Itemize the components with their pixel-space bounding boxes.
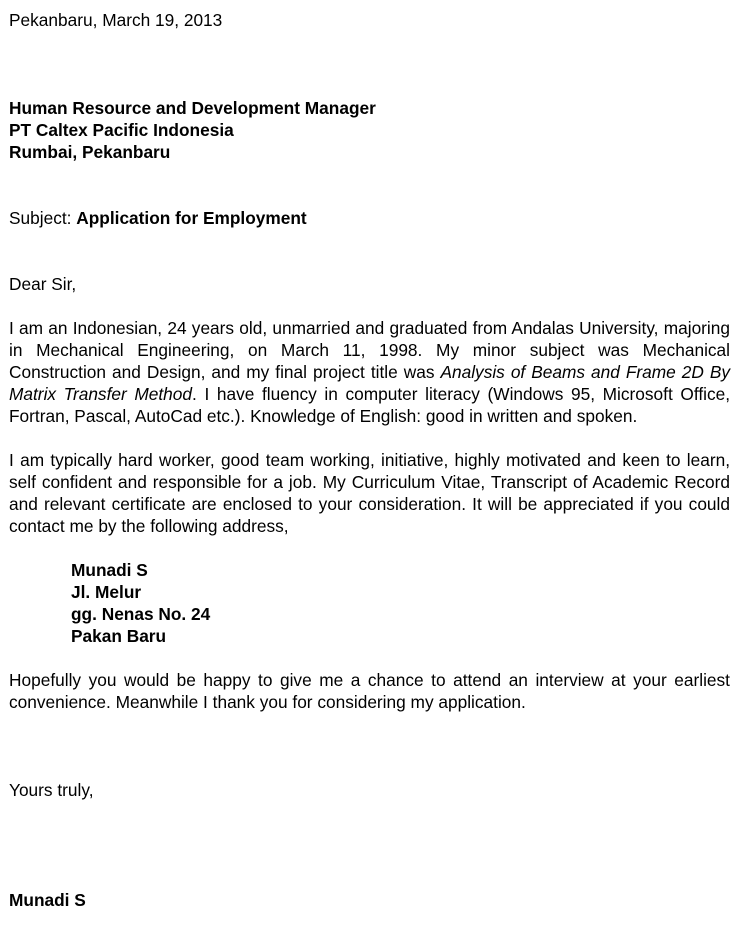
sender-house: gg. Nenas No. 24: [71, 604, 211, 624]
spacer: [9, 295, 730, 317]
place-date: Pekanbaru, March 19, 2013: [9, 10, 223, 30]
closing: Yours truly,: [9, 780, 94, 800]
spacer: [9, 801, 730, 889]
recipient-company: PT Caltex Pacific Indonesia: [9, 120, 234, 140]
spacer: [9, 537, 730, 559]
spacer: [9, 647, 730, 669]
subject-label: Subject:: [9, 208, 77, 228]
spacer: [9, 229, 730, 273]
subject-text: Application for Employment: [76, 208, 307, 228]
sender-address-block: [9, 559, 730, 647]
salutation: Dear Sir,: [9, 274, 77, 294]
sender-city: Pakan Baru: [71, 626, 167, 646]
project-title: Analysis of Beams and Frame 2D By Matrix Transfer Method: [9, 362, 731, 404]
spacer: [9, 31, 730, 97]
spacer: [9, 163, 730, 207]
letter-document: [9, 9, 730, 911]
recipient-title: Human Resource and Development Manager: [9, 98, 376, 118]
paragraph-qualities: I am typically hard worker, good team working, initiative, highly motivated and keen to learn, self confident and responsible for a job. My Curriculum Vitae, Transcript of Academic Record and relevant certificate are enclosed to your consideration. It will be appreciated if you could contact me by the following address,: [9, 450, 730, 536]
spacer: [9, 427, 730, 449]
paragraph-education: [9, 317, 730, 427]
subject-line: [9, 207, 730, 229]
paragraph-education-part1: I am an Indonesian, 24 years old, unmarried and graduated from Andalas University, majoring in Mechanical Engineering, on March 11, 1998. My minor subject was Mechanical Construction and Design, and my final project title was: [9, 318, 730, 382]
paragraph-education-part2: . I have fluency in computer literacy (Windows 95, Microsoft Office, Fortran, Pascal, AutoCad etc.). Knowledge of English: good in written and spoken.: [9, 384, 731, 426]
paragraph-interview: Hopefully you would be happy to give me a chance to attend an interview at your earliest convenience. Meanwhile I thank you for considering my application.: [9, 670, 730, 712]
recipient-location: Rumbai, Pekanbaru: [9, 142, 171, 162]
sender-name: Munadi S: [71, 560, 148, 580]
signature-name: Munadi S: [9, 890, 86, 910]
spacer: [9, 713, 730, 779]
sender-street: Jl. Melur: [71, 582, 142, 602]
recipient-block: [9, 97, 730, 163]
